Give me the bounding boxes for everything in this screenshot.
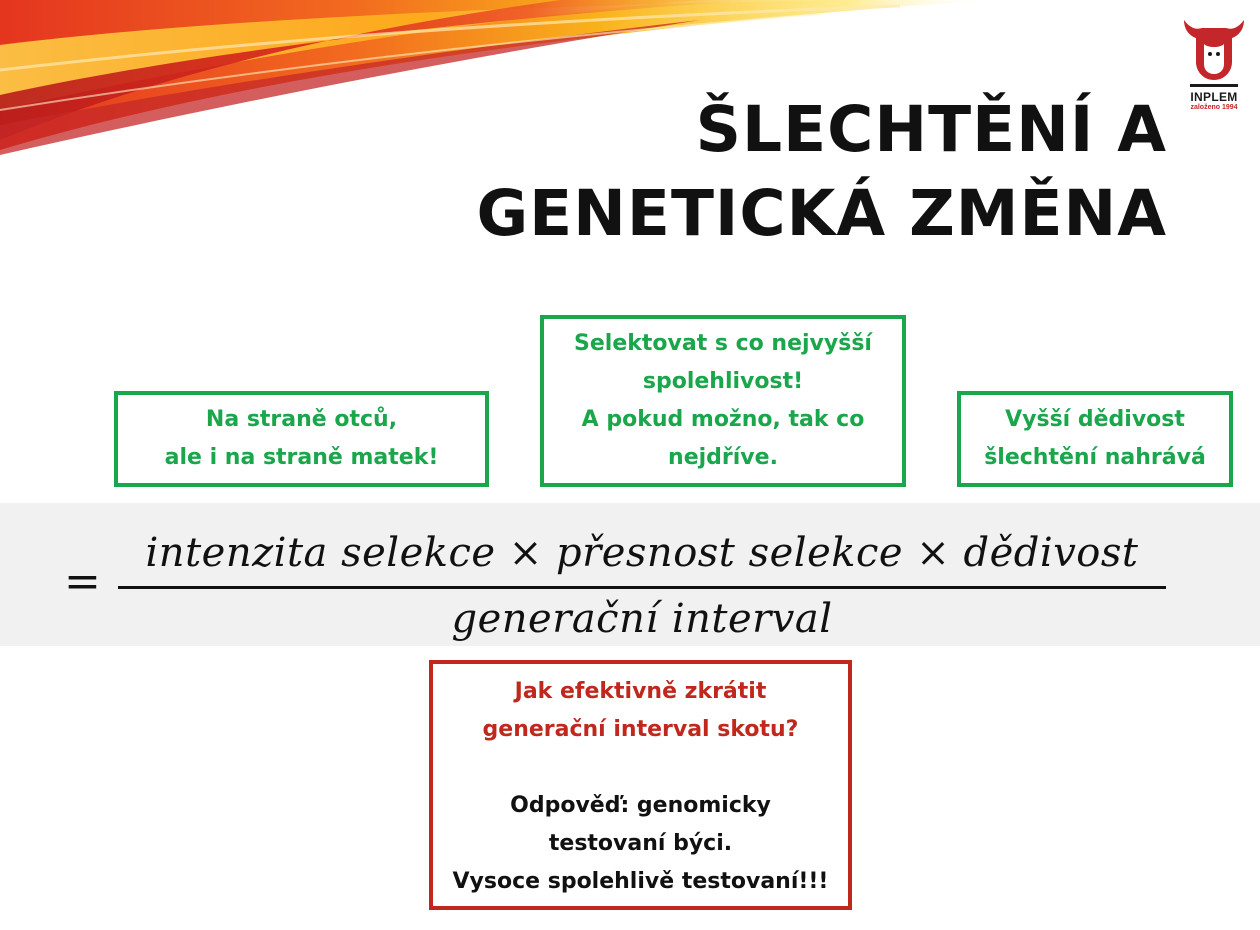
- box-text-line: Na straně otců,: [205, 407, 398, 432]
- slide-title-line-2: GENETICKÁ ZMĚNA: [476, 177, 1167, 250]
- box-text-line: nejdříve.: [668, 445, 778, 470]
- reliability-box: [540, 315, 906, 487]
- box-text-line: šlechtění nahrává: [984, 445, 1206, 470]
- bull-head-icon: [1180, 14, 1248, 90]
- slide-title: [476, 88, 1167, 256]
- generation-interval-box: [429, 660, 852, 910]
- fathers-mothers-box: [114, 391, 489, 487]
- box-text-line: Vyšší dědivost: [1005, 407, 1185, 432]
- genetic-gain-formula: [118, 522, 1166, 645]
- answer-line: testovaní býci.: [548, 831, 733, 856]
- question-line: generační interval skotu?: [482, 717, 799, 742]
- box-text-line: ale i na straně matek!: [164, 445, 439, 470]
- formula-equals-sign: =: [64, 556, 101, 607]
- fraction-line: [118, 586, 1166, 589]
- slide-title-line-1: ŠLECHTĚNÍ A: [695, 93, 1167, 166]
- question-line: Jak efektivně zkrátit: [514, 679, 767, 704]
- box-text-line: A pokud možno, tak co: [581, 407, 865, 432]
- logo-name: INPLEM: [1190, 90, 1238, 104]
- heritability-box: [957, 391, 1233, 487]
- formula-numerator: intenzita selekce × přesnost selekce × dědivost: [145, 530, 1139, 576]
- formula-denominator: generační interval: [451, 596, 833, 642]
- box-text-line: spolehlivost!: [642, 369, 804, 394]
- inplem-logo: [1180, 14, 1248, 111]
- logo-tagline: založeno 1994: [1190, 104, 1238, 111]
- box-text-line: Selektovat s co nejvyšší: [574, 331, 872, 356]
- answer-line: Vysoce spolehlivě testovaní!!!: [452, 869, 829, 894]
- answer-line: Odpověď: genomicky: [510, 793, 771, 818]
